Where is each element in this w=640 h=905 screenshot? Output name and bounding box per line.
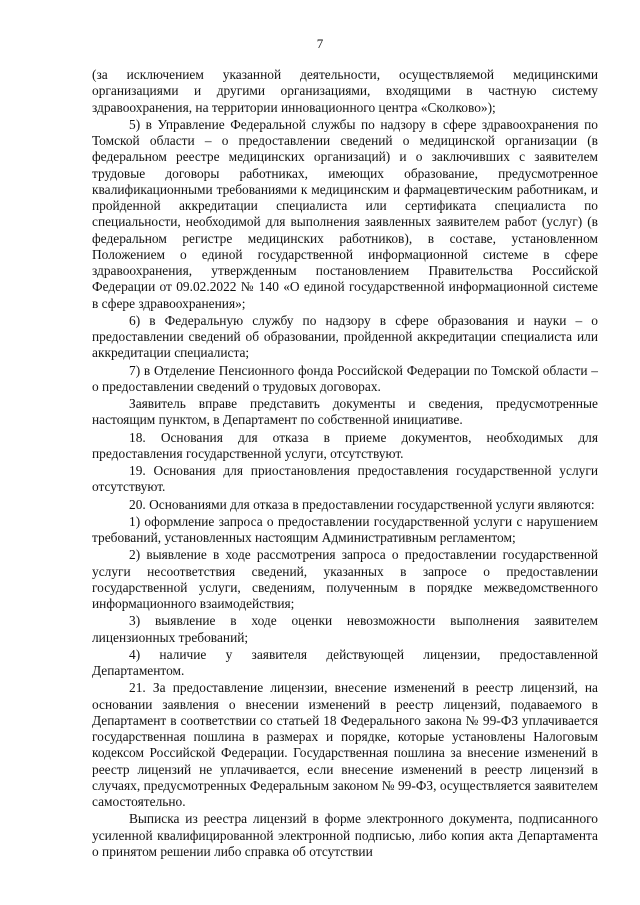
paragraph-applicant-initiative: Заявитель вправе представить документы и сведения, предусмотренные настоящим пунктом, в Департамент по собственной инициативе. (92, 396, 598, 428)
page-number: 7 (316, 36, 324, 51)
paragraph-19: 19. Основания для приостановления предоставления государственной услуги отсутствуют. (92, 463, 598, 495)
paragraph-20-item-1: 1) оформление запроса о предоставлении государственной услуги с нарушением требований, установленных настоящим Административным регламентом; (92, 513, 598, 545)
paragraph-continuation: (за исключением указанной деятельности, осуществляемой медицинскими организациями и другими организациями, входящими в частную систему здравоохранения, на территории инновационного центра «Сколково»); (92, 67, 598, 115)
paragraph-20: 20. Основаниями для отказа в предоставлении государственной услуги являются: (129, 496, 595, 512)
paragraph-20-item-4: 4) наличие у заявителя действующей лицензии, предоставленной Департаментом. (92, 646, 598, 678)
paragraph-item-7: 7) в Отделение Пенсионного фонда Российской Федерации по Томской области – о предоставлении сведений о трудовых договорах. (92, 362, 598, 394)
paragraph-21: 21. За предоставление лицензии, внесение изменений в реестр лицензий, на основании заявления о внесении изменений в реестр лицензий, подаваемого в Департамент в соответствии со статьей 18 Федерального закона № 99-ФЗ уплачивается государственная пошлина в размерах и порядке, которые установлены Налоговым кодексом Российской Федерации. Государственная пошлина за внесение изменений в реестр лицензий не уплачивается, если внесение изменений в реестр лицензий в случаях, предусмотренных Федеральным законом № 99-ФЗ, осуществляется заявителем самостоятельно. (92, 680, 598, 809)
paragraph-20-item-3: 3) выявление в ходе оценки невозможности выполнения заявителем лицензионных требований; (92, 613, 598, 645)
paragraph-18: 18. Основания для отказа в приеме документов, необходимых для предоставления государственной услуги, отсутствуют. (92, 429, 598, 461)
document-body (92, 67, 598, 861)
paragraph-20-item-2: 2) выявление в ходе рассмотрения запроса о предоставлении государственной услуги несоответствия сведений, указанных в запросе о предоставлении государственной услуги, сведениям, полученным в порядке межведомственного информационного взаимодействия; (92, 547, 598, 611)
paragraph-extract: Выписка из реестра лицензий в форме электронного документа, подписанного усиленной квалифицированной электронной подписью, либо копия акта Департамента о принятом решении либо справка об отсутствии (92, 811, 598, 859)
paragraph-item-6: 6) в Федеральную службу по надзору в сфере образования и науки – о предоставлении сведений об образовании, пройденной аккредитации специалиста или аккредитации специалиста; (92, 312, 598, 361)
paragraph-item-5: 5) в Управление Федеральной службы по надзору в сфере здравоохранения по Томской области – о предоставлении сведений о медицинской организации (в федеральном реестре медицинских организаций) и о заключивших с заявителем трудовые договоры работниках, имеющих образование, предусмотренное квалификационными требованиями к медицинским и фармацевтическим работникам, и пройденной аккредитации специалиста или сертификата специалиста по специальности, необходимой для выполнения заявленных заявителем работ (услуг) (в федеральном регистре медицинских работников), в составе, установленном Положением о единой государственной информационной системе в сфере здравоохранения, утвержденным постановлением Правительства Российской Федерации от 09.02.2022 № 140 «О единой государственной информационной системе в сфере здравоохранения»; (92, 116, 598, 311)
